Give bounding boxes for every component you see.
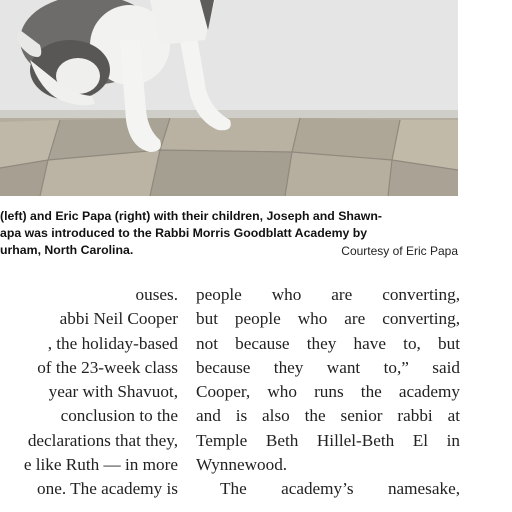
text-line: abbi Neil Cooper [59,309,178,329]
article-column-right [196,283,460,502]
text-line: year with Shavuot, [48,382,178,402]
text-line: and is also the senior rabbi at [196,406,460,426]
text-line: Cooper, who runs the academy [196,382,460,402]
text-line: not because they have to, but [196,333,460,353]
photo-credit: Courtesy of Eric Papa [341,244,458,258]
text-line: but people who are converting, [196,309,460,329]
text-line: Temple Beth Hillel-Beth El in [196,430,460,450]
text-line: e like Ruth — in more [23,455,178,475]
text-line: people who are converting, [196,285,460,304]
text-line: The academy’s namesake, [220,479,460,499]
text-line: , the holiday-based [47,333,178,353]
text-line: conclusion to the [60,406,178,426]
text-line: Wynnewood. [196,455,288,475]
caption-line: apa was introduced to the Rabbi Morris Goodblatt Academy by [0,226,368,240]
article-column-left [0,283,178,502]
dog-photo-image [0,0,458,196]
caption-line: urham, North Carolina. [0,243,134,257]
caption-line: (left) and Eric Papa (right) with their children, Joseph and Shawn- [0,209,382,223]
text-line: of the 23-week class [37,357,178,377]
text-line: ouses. [135,285,178,304]
article-photo [0,0,458,196]
text-line: one. The academy is [37,479,178,499]
text-line: declarations that they, [27,430,178,450]
text-line: because they want to,” said [196,357,460,377]
